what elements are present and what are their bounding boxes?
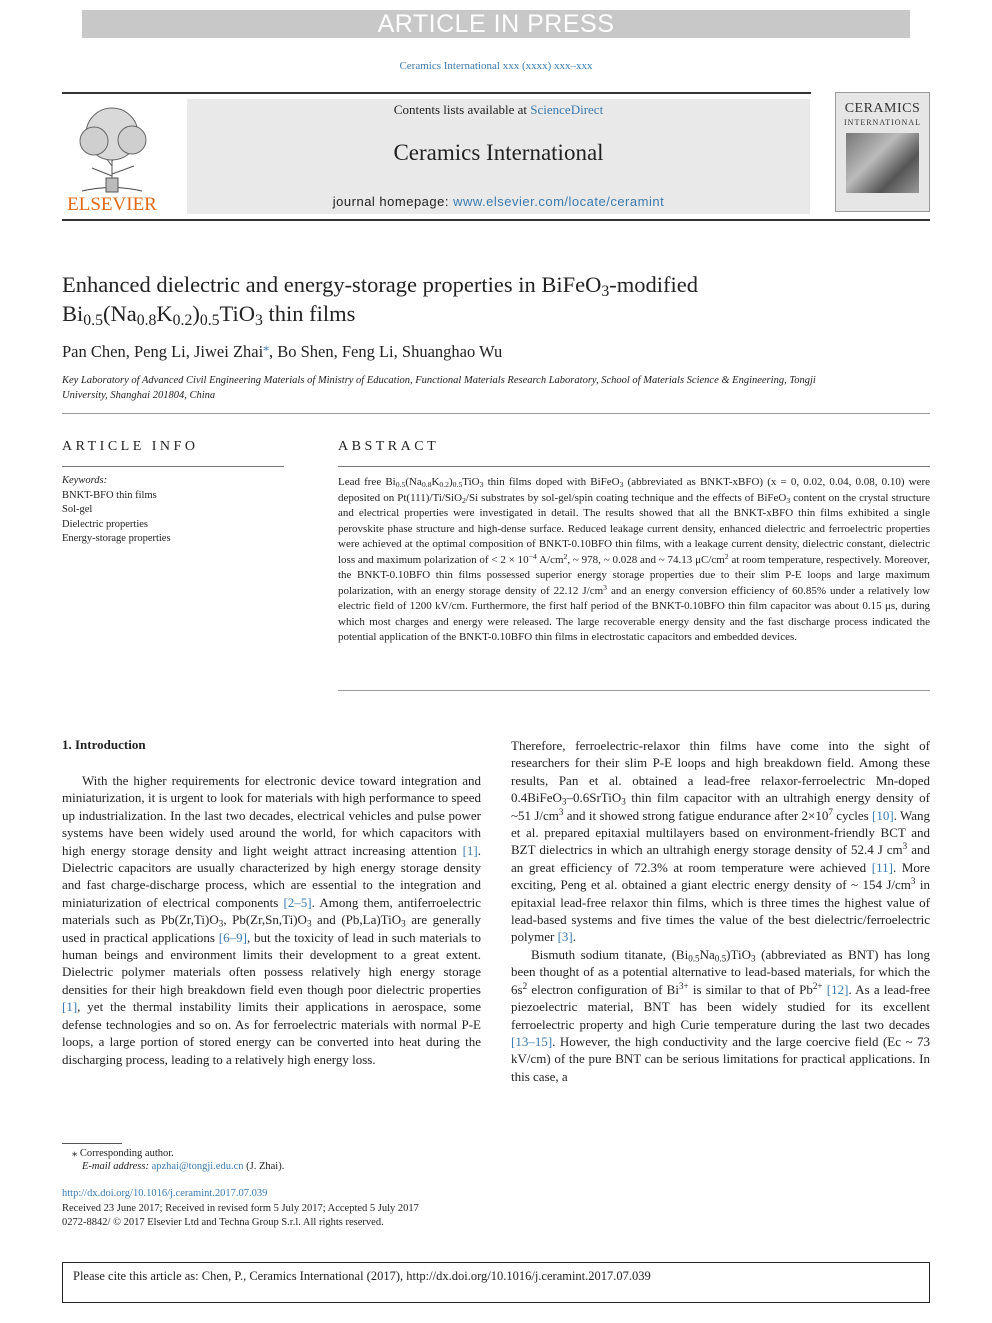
- keyword-item: Dielectric properties: [62, 518, 148, 530]
- journal-homepage-line: journal homepage: www.elsevier.com/locate/ceramint: [332, 194, 665, 209]
- homepage-link[interactable]: www.elsevier.com/locate/ceramint: [453, 194, 665, 209]
- elsevier-wordmark: ELSEVIER: [67, 194, 157, 215]
- abstract-end-rule: [338, 690, 930, 691]
- reference-link[interactable]: [13–15]: [511, 1033, 553, 1049]
- header-bottom-rule: [62, 219, 930, 221]
- body-column-left: [62, 772, 481, 1068]
- article-title: Enhanced dielectric and energy-storage properties in BiFeO$_3$-modified $Bi_{0.5}(Na_{0.8}K_{0.2})_{0.5}TiO_3$ thin films: [62, 272, 698, 329]
- reference-link[interactable]: [1]: [462, 842, 478, 858]
- article-info-rule: [62, 466, 284, 467]
- section-rule: [62, 413, 930, 414]
- reference-link[interactable]: [11]: [871, 859, 893, 875]
- reference-link[interactable]: [1]: [62, 999, 78, 1015]
- reference-link[interactable]: [2–5]: [283, 894, 312, 910]
- reference-link[interactable]: [3]: [557, 929, 573, 945]
- section-heading-introduction: 1. Introduction: [62, 737, 146, 752]
- journal-citation-link[interactable]: Ceramics International xxx (xxxx) xxx–xxx: [399, 60, 593, 72]
- reference-link[interactable]: [6–9]: [218, 929, 247, 945]
- keywords-block: [62, 474, 284, 547]
- abstract-rule: [338, 466, 930, 467]
- email-note: E-mail address: apzhai@tongji.edu.cn (J. Zhai).: [82, 1161, 285, 1172]
- keyword-item: Energy-storage properties: [62, 533, 171, 544]
- cover-image: [846, 133, 919, 193]
- corresponding-author-note: ⁎ Corresponding author.: [72, 1148, 174, 1159]
- email-link[interactable]: apzhai@tongji.edu.cn: [151, 1161, 244, 1172]
- journal-title: Ceramics International: [393, 140, 604, 165]
- cover-subtitle: INTERNATIONAL: [844, 118, 921, 127]
- keyword-item: Sol-gel: [62, 504, 93, 515]
- article-in-press-banner: ARTICLE IN PRESS: [82, 10, 910, 38]
- corresponding-author-mark[interactable]: ⁎: [263, 341, 269, 354]
- contents-available-line: Contents lists available at ScienceDirect: [393, 102, 604, 117]
- please-cite-box: Please cite this article as: Chen, P., Ceramics International (2017), http://dx.doi.org/10.1016/j.ceramint.2017.07.039: [62, 1262, 930, 1303]
- footnote-rule: [62, 1143, 122, 1144]
- abstract-heading: ABSTRACT: [338, 439, 440, 454]
- article-info-heading: ARTICLE INFO: [62, 439, 199, 454]
- cover-title: CERAMICS: [844, 101, 921, 116]
- reference-link[interactable]: [10]: [872, 807, 894, 823]
- body-column-right: [511, 737, 930, 1085]
- reference-link[interactable]: [12]: [826, 981, 849, 997]
- doi-link[interactable]: http://dx.doi.org/10.1016/j.ceramint.2017.07.039: [62, 1188, 268, 1199]
- intro-paragraph-3: Bismuth sodium titanate, $(Bi_{0.5}Na_{0.5})TiO_3$ (abbreviated as BNT) has long been thought of as a potential alternative to lead-based materials, for which the $6s^2$ electron configuration of $Bi^{3+}$ is similar to that of $Pb^{2+}$ [12]. As a lead-free piezoelectric material, BNT has been widely studied for its excellent ferroelectric property and high Curie temperature during the last two decades [13–15]. However, the high conductivity and the large coercive field (Ec ~ 73 kV/cm) of the pure BNT can be serious limitations for practical applications. In this case, a: [511, 946, 931, 1084]
- abstract-text: Lead free $Bi_{0.5}(Na_{0.8}K_{0.2})_{0.5}TiO_3$ thin films doped with BiFeO$_3$ (abbreviated as BNKT-xBFO) (x = 0, 0.02, 0.04, 0.08, 0.10) were deposited on Pt(111)/Ti/SiO$_2$/Si substrates by sol-gel/spin coating technique and the effects of BiFeO$_3$ content on the crystal structure and electrical properties were investigated in detail. The results showed that all the BNKT-xBFO thin films exhibited a single perovskite phase structure and high-dense surface. Reduced leakage current density, enhanced dielectric and ferroelectric properties were achieved at the optimal composition of BNKT-0.10BFO thin films, with a leakage current density, dielectric constant, dielectric loss and maximum polarization of < $2 \times 10^{-4}$ $A/cm^2$, ~ 978, ~ 0.028 and ~ 74.13 $\mu C/cm^2$ at room temperature, respectively. Moreover, the BNKT-0.10BFO thin films possessed superior energy storage properties due to their slim P-E loops and large maximum polarization, with an energy storage density of 22.12 $J/cm^3$ and an energy conversion efficiency of 60.85% under a relatively low electric field of 1200 kV/cm. Furthermore, the first half period of the BNKT-0.10BFO thin film capacitor was about 0.15 μs, during which most charges and energy were released. The large recoverable energy density and the fast discharge process indicated the potential application of the BNKT-0.10BFO thin films in electrostatic capacitors and embedded devices.: [338, 476, 930, 643]
- author-list: Pan Chen, Peng Li, Jiwei Zhai⁎, Bo Shen, Feng Li, Shuanghao Wu: [62, 341, 503, 361]
- keyword-item: BNKT-BFO thin films: [62, 489, 157, 501]
- affiliation: Key Laboratory of Advanced Civil Engineering Materials of Ministry of Education, Functional Materials Research Laboratory, School of Materials Science & Engineering, Tongji University, Shanghai 201804, China: [62, 375, 816, 401]
- sciencedirect-link[interactable]: ScienceDirect: [530, 102, 604, 117]
- received-dates: Received 23 June 2017; Received in revised form 5 July 2017; Accepted 5 July 2017: [62, 1203, 419, 1214]
- copyright-notice: 0272-8842/ © 2017 Elsevier Ltd and Techna Group S.r.l. All rights reserved.: [62, 1217, 384, 1228]
- intro-paragraph-2: Therefore, ferroelectric-relaxor thin films have come into the sight of researchers for their slim P-E loops and high breakdown field. Among these results, Pan et al. obtained a lead-free relaxor-ferroelectric Mn-doped 0.4BiFeO$_3$–0.6SrTiO$_3$ thin film capacitor with an ultrahigh energy density of ~51 $J/cm^3$ and it showed strong fatigue endurance after $2\times 10^7$ cycles [10]. Wang et al. prepared epitaxial multilayers based on environment-friendly BCT and BZT dielectrics in which an ultrahigh energy storage density of 52.4 J $cm^3$ and an great efficiency of 72.3% at room temperature were achieved [11]. More exciting, Peng et al. obtained a giant electric energy density of ~ 154 $J/cm^3$ in epitaxial lead-free relaxor thin films, which is three times the highest value of lead-based systems and five times the value of the best dielectric/ferroelectric polymer [3].: [511, 738, 931, 945]
- journal-cover-thumbnail: [835, 92, 930, 212]
- keywords-label: Keywords:: [62, 475, 108, 486]
- header-top-rule: [62, 92, 811, 94]
- intro-paragraph-1: With the higher requirements for electronic device toward integration and miniaturization, it is urgent to look for materials with high performance to speed up industrialization. In the last two decades, electrical vehicles and pulse power systems have been widely used around the world, for which capacitors with high energy storage density and light weight attract increasing attention [1]. Dielectric capacitors are usually characterized by high energy storage density and fast charge-discharge process, which are essential to the integration and miniaturization of electrical components [2–5]. Among them, antiferroelectric materials such as $Pb(Zr,Ti)O_3$, $Pb(Zr,Sn,Ti)O_3$ and (Pb,La)TiO$_3$ are generally used in practical applications [6–9], but the toxicity of lead in such materials to human beings and environment limits their development to a great extent. Dielectric polymer materials often possess relatively high energy storage densities for their high breakdown field even though poor dielectric properties [1], yet the thermal instability limits their applications in aerospace, some defense technologies and so on. As for ferroelectric materials with normal P-E loops, a large portion of stored energy can be converted into heat during the discharging process, leading to a relatively high energy loss.: [62, 773, 482, 1067]
